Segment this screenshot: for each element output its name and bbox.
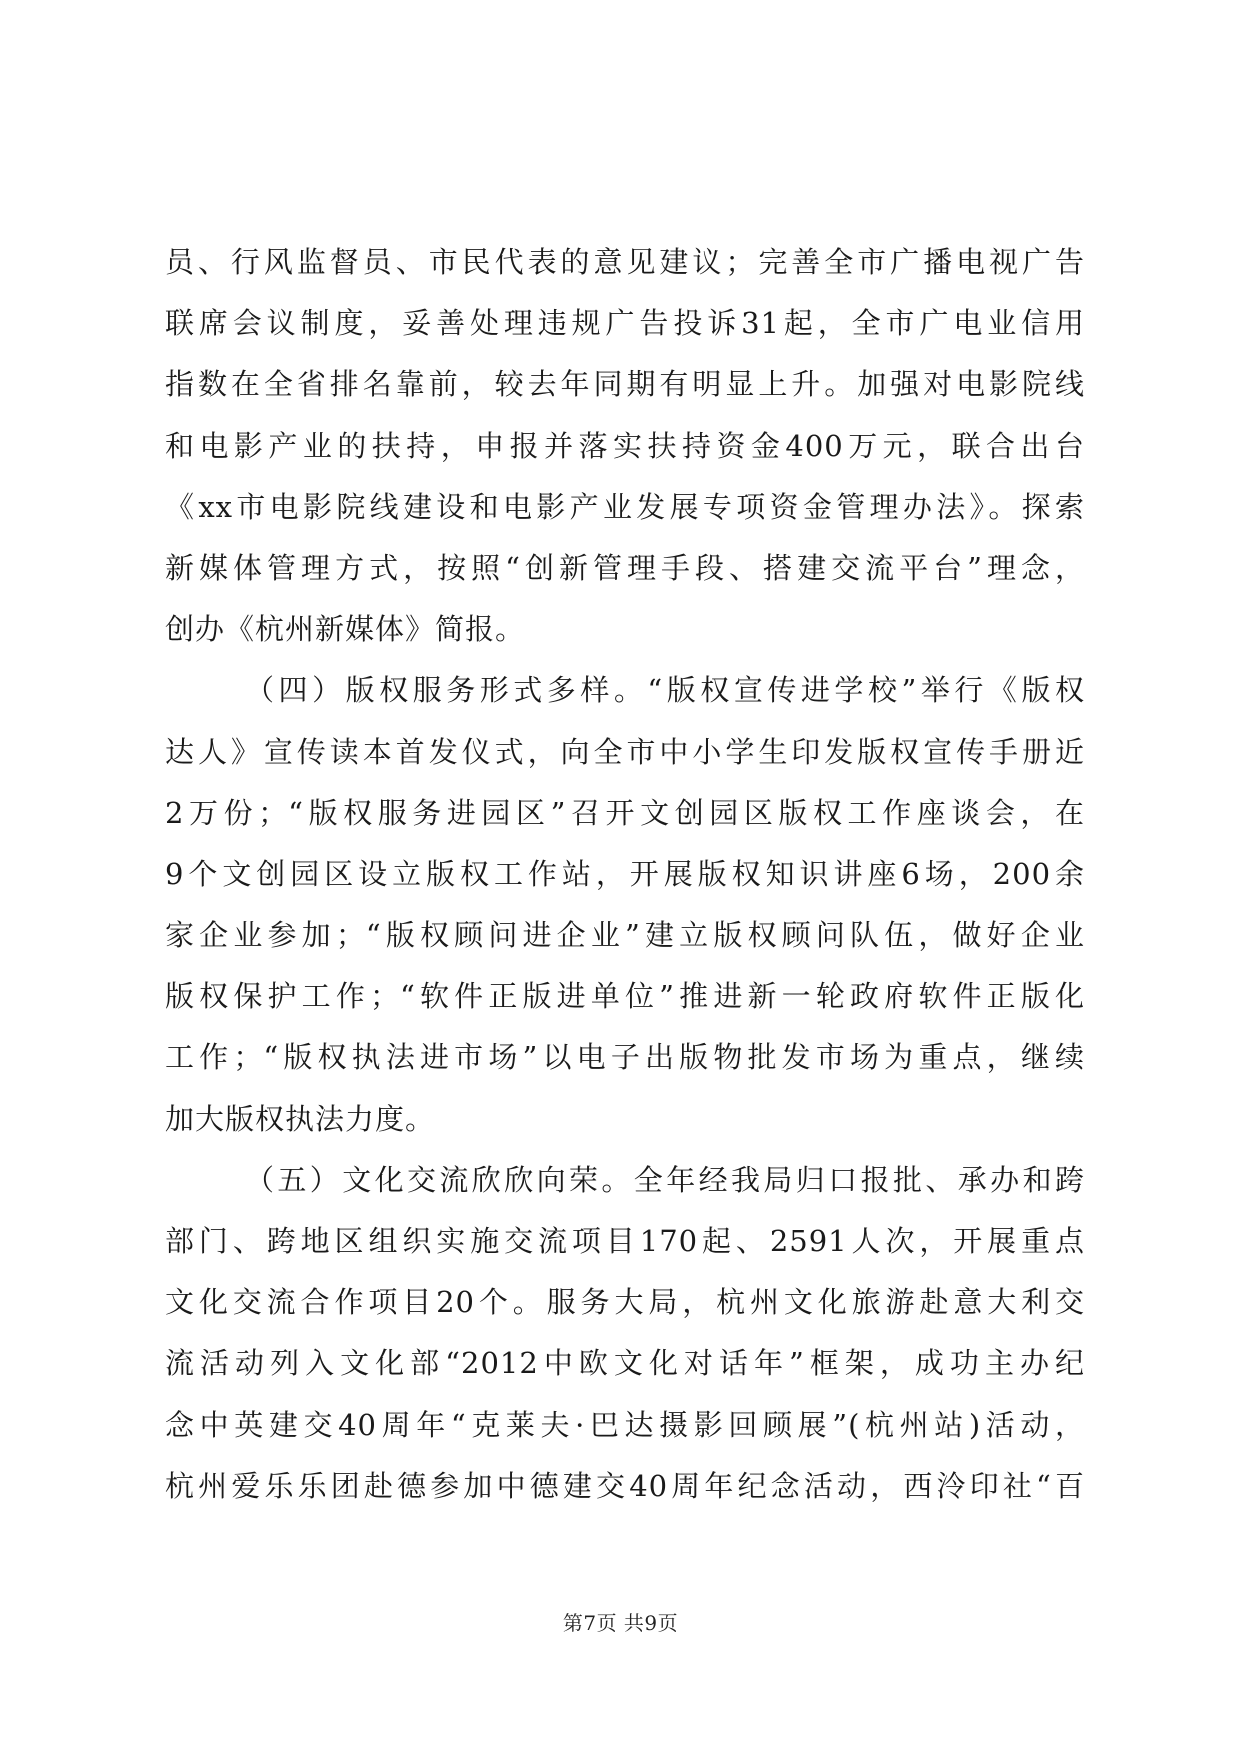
text-line: 流活动列入文化部“2012中欧文化对话年”框架，成功主办纪 bbox=[165, 1346, 1085, 1381]
text-line: 部门、跨地区组织实施交流项目170起、2591人次，开展重点 bbox=[165, 1224, 1085, 1258]
section-heading-line: （四）版权服务形式多样。“版权宣传进学校”举行《版权 bbox=[245, 673, 1085, 708]
text-line: 版权保护工作；“软件正版进单位”推进新一轮政府软件正版化 bbox=[165, 979, 1085, 1014]
text-line: 联席会议制度，妥善处理违规广告投诉31起，全市广电业信用 bbox=[165, 306, 1085, 341]
text-line: 2万份；“版权服务进园区”召开文创园区版权工作座谈会，在 bbox=[165, 795, 1085, 830]
body-text bbox=[165, 232, 1085, 1517]
text-line: 达人》宣传读本首发仪式，向全市中小学生印发版权宣传手册近 bbox=[165, 734, 1085, 769]
text-line: 9个文创园区设立版权工作站，开展版权知识讲座6场，200余 bbox=[165, 856, 1085, 891]
page-number-footer: 第7页 共9页 bbox=[562, 1611, 679, 1635]
text-line: 工作；“版权执法进市场”以电子出版物批发市场为重点，继续 bbox=[165, 1040, 1085, 1075]
text-line: 加大版权执法力度。 bbox=[165, 1101, 436, 1136]
text-line: 家企业参加；“版权顾问进企业”建立版权顾问队伍，做好企业 bbox=[165, 918, 1085, 953]
text-line: 新媒体管理方式，按照“创新管理手段、搭建交流平台”理念， bbox=[165, 550, 1085, 585]
text-line: 创办《杭州新媒体》简报。 bbox=[165, 612, 526, 647]
section-heading-line: （五）文化交流欣欣向荣。全年经我局归口报批、承办和跨 bbox=[245, 1162, 1085, 1197]
text-line: 文化交流合作项目20个。服务大局，杭州文化旅游赴意大利交 bbox=[165, 1285, 1085, 1320]
text-line: 杭州爱乐乐团赴德参加中德建交40周年纪念活动，西泠印社“百 bbox=[165, 1468, 1085, 1503]
text-line: 《xx市电影院线建设和电影产业发展专项资金管理办法》。探索 bbox=[165, 489, 1085, 524]
text-line: 和电影产业的扶持，申报并落实扶持资金400万元，联合出台 bbox=[165, 428, 1085, 463]
text-line: 念中英建交40周年“克莱夫·巴达摄影回顾展”(杭州站)活动， bbox=[165, 1407, 1085, 1442]
text-line: 员、行风监督员、市民代表的意见建议；完善全市广播电视广告 bbox=[165, 245, 1085, 279]
text-line: 指数在全省排名靠前，较去年同期有明显上升。加强对电影院线 bbox=[165, 367, 1085, 402]
